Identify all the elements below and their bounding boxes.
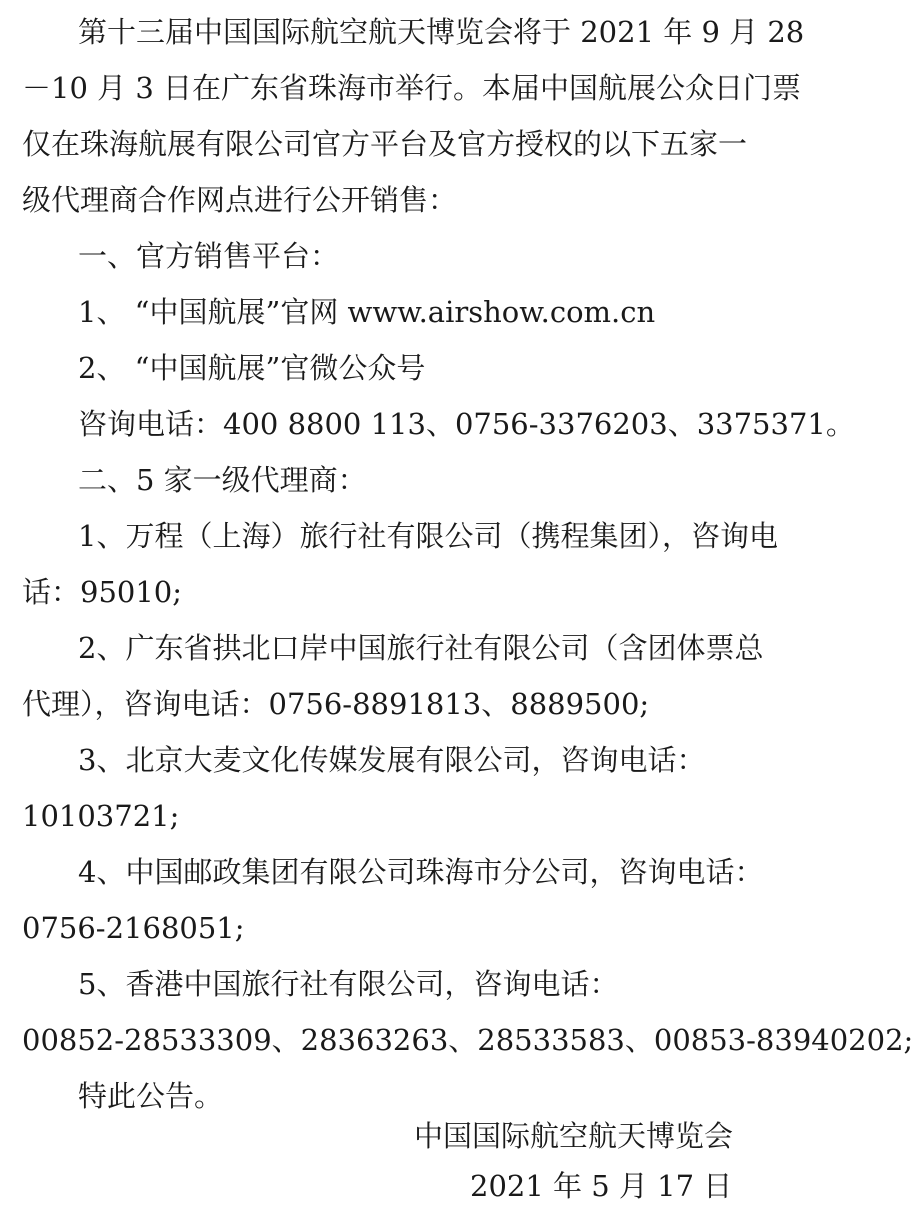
- platform-item-website: 1、 “中国航展”官网 www.airshow.com.cn: [78, 295, 656, 329]
- agent-5-line-2: 00852-28533309、28363263、28533583、00853-83940202;: [22, 1023, 913, 1057]
- agent-2-line-2: 代理），咨询电话：0756-8891813、8889500;: [22, 687, 650, 721]
- signature-org: 中国国际航空航天博览会: [414, 1119, 734, 1153]
- signature-date: 2021 年 5 月 17 日: [470, 1169, 733, 1203]
- section2-heading: 二、5 家一级代理商：: [78, 463, 367, 497]
- agent-5-line-1: 5、香港中国旅行社有限公司，咨询电话：: [78, 967, 619, 1001]
- agent-3-line-2: 10103721;: [22, 799, 180, 833]
- agent-1-line-1: 1、万程（上海）旅行社有限公司（携程集团），咨询电: [78, 519, 778, 553]
- closing-text: 特此公告。: [78, 1079, 224, 1113]
- intro-line-2: －10 月 3 日在广东省珠海市举行。本届中国航展公众日门票: [22, 71, 802, 105]
- agent-3-line-1: 3、北京大麦文化传媒发展有限公司，咨询电话：: [78, 743, 706, 777]
- agent-2-line-1: 2、广东省拱北口岸中国旅行社有限公司（含团体票总: [78, 631, 764, 665]
- agent-1-line-2: 话：95010;: [22, 575, 183, 609]
- intro-line-3: 仅在珠海航展有限公司官方平台及官方授权的以下五家一: [22, 127, 748, 161]
- agent-4-line-1: 4、中国邮政集团有限公司珠海市分公司，咨询电话：: [78, 855, 764, 889]
- agent-4-line-2: 0756-2168051;: [22, 911, 245, 945]
- intro-line-1: 第十三届中国国际航空航天博览会将于 2021 年 9 月 28: [78, 15, 805, 49]
- platform-phone: 咨询电话：400 8800 113、0756-3376203、3375371。: [78, 407, 855, 441]
- section1-heading: 一、官方销售平台：: [78, 239, 340, 273]
- intro-line-4: 级代理商合作网点进行公开销售：: [22, 183, 458, 217]
- platform-item-wechat: 2、 “中国航展”官微公众号: [78, 351, 426, 385]
